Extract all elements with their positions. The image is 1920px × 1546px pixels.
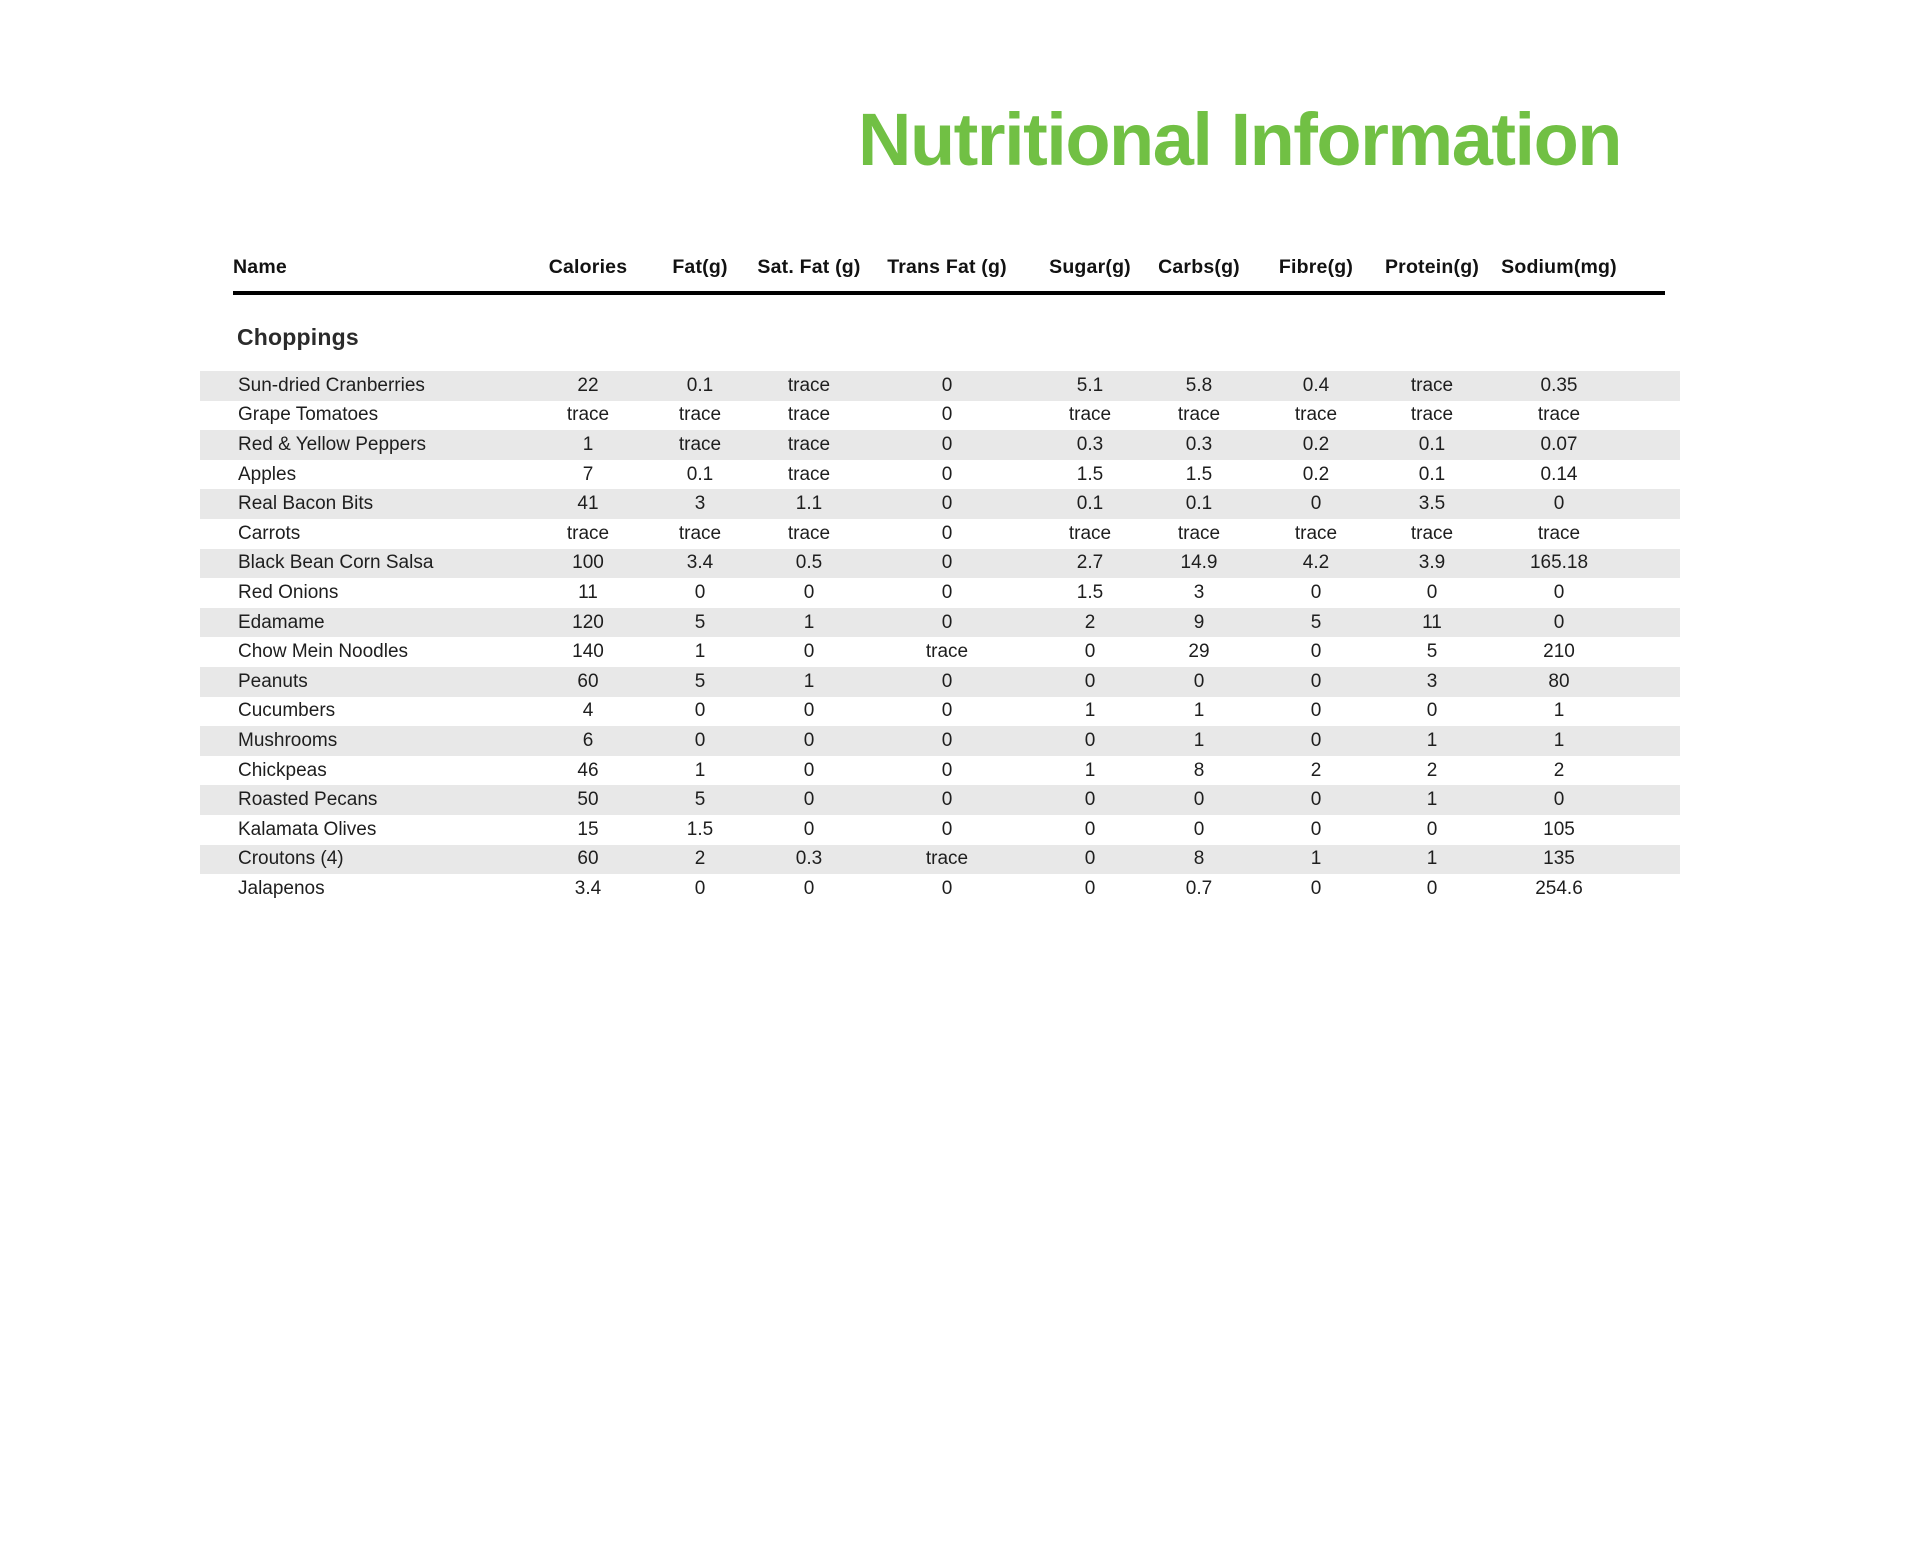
row-value: 1	[1084, 700, 1096, 722]
row-value: 1	[1426, 729, 1438, 751]
table-row	[200, 578, 1680, 608]
row-value: 1	[1310, 848, 1322, 870]
row-value: 0	[1084, 729, 1096, 751]
row-value: 3.5	[1418, 493, 1446, 515]
column-header-sat-fat-g: Sat. Fat (g)	[757, 255, 861, 278]
row-value: 0	[1084, 848, 1096, 870]
row-value: 0	[941, 522, 953, 544]
row-value: 1	[1193, 729, 1205, 751]
row-value: 0	[1426, 818, 1438, 840]
row-value: 1	[1426, 789, 1438, 811]
row-value: 1.1	[795, 493, 823, 515]
column-header-fat-g: Fat(g)	[672, 255, 728, 278]
row-value: 0.1	[1418, 463, 1446, 485]
row-value: 0.1	[1076, 493, 1104, 515]
row-value: 1.5	[1076, 581, 1104, 603]
row-value: trace	[787, 522, 831, 544]
row-value: 0	[1310, 700, 1322, 722]
row-value: 0	[803, 789, 815, 811]
column-header-carbs-g: Carbs(g)	[1158, 255, 1240, 278]
row-value: 0	[941, 818, 953, 840]
row-name: Croutons (4)	[238, 848, 344, 870]
row-value: 0.1	[686, 374, 714, 396]
row-value: 5	[694, 611, 706, 633]
column-header-name: Name	[233, 255, 287, 278]
column-header-calories: Calories	[548, 255, 628, 278]
row-value: 120	[572, 611, 604, 633]
row-value: 0	[694, 877, 706, 899]
row-value: 1	[694, 641, 706, 663]
row-value: 5.8	[1185, 374, 1213, 396]
row-value: 5.1	[1076, 374, 1104, 396]
row-value: 254.6	[1535, 877, 1583, 899]
row-value: trace	[1068, 404, 1112, 426]
row-value: 41	[577, 493, 599, 515]
row-value: 3	[1193, 581, 1205, 603]
row-value: 0.14	[1540, 463, 1578, 485]
row-value: 5	[1426, 641, 1438, 663]
row-value: 0.4	[1302, 374, 1330, 396]
row-value: 2	[1426, 759, 1438, 781]
row-value: 5	[694, 670, 706, 692]
row-value: 3.4	[574, 877, 602, 899]
row-value: 0	[941, 374, 953, 396]
row-value: 0	[1310, 877, 1322, 899]
row-value: 0.7	[1185, 877, 1213, 899]
row-value: 0	[1553, 581, 1565, 603]
row-value: 3.9	[1418, 552, 1446, 574]
row-name: Real Bacon Bits	[238, 493, 374, 515]
row-value: 1	[1193, 700, 1205, 722]
row-value: 0	[1310, 581, 1322, 603]
table-row	[200, 874, 1680, 904]
row-value: 1.5	[1076, 463, 1104, 485]
column-header-sodium-mg: Sodium(mg)	[1501, 255, 1617, 278]
row-value: 6	[582, 729, 594, 751]
table-row	[200, 371, 1680, 401]
row-value: 5	[694, 789, 706, 811]
row-value: 0	[1310, 641, 1322, 663]
row-value: 29	[1188, 641, 1210, 663]
row-value: 1	[803, 670, 815, 692]
row-value: 135	[1543, 848, 1575, 870]
row-value: 0	[1084, 789, 1096, 811]
row-value: 0	[803, 700, 815, 722]
row-value: 4.2	[1302, 552, 1330, 574]
row-value: 0	[803, 877, 815, 899]
table-row	[200, 460, 1680, 490]
row-value: 0	[1193, 818, 1205, 840]
row-value: trace	[566, 404, 610, 426]
row-value: 0	[1553, 789, 1565, 811]
row-name: Red Onions	[238, 581, 339, 603]
table-row	[200, 430, 1680, 460]
row-value: 0	[1310, 493, 1322, 515]
row-value: 0	[1426, 877, 1438, 899]
row-value: 0	[941, 581, 953, 603]
row-value: 0	[941, 789, 953, 811]
header-divider-rule	[233, 291, 1665, 295]
row-value: 0	[1426, 581, 1438, 603]
row-value: trace	[1537, 522, 1581, 544]
table-row	[200, 608, 1680, 638]
row-value: trace	[925, 641, 969, 663]
row-value: 0	[941, 611, 953, 633]
row-value: 2	[1553, 759, 1565, 781]
row-name: Mushrooms	[238, 729, 338, 751]
row-name: Jalapenos	[238, 877, 325, 899]
row-value: 0.3	[1076, 433, 1104, 455]
row-value: 0	[1193, 670, 1205, 692]
row-value: trace	[566, 522, 610, 544]
row-value: 0.2	[1302, 433, 1330, 455]
row-value: trace	[678, 404, 722, 426]
row-name: Sun-dried Cranberries	[238, 374, 425, 396]
row-value: 0.1	[686, 463, 714, 485]
row-value: 1	[1426, 848, 1438, 870]
table-row	[200, 815, 1680, 845]
nutrition-table	[200, 250, 1680, 904]
row-value: 0	[1084, 818, 1096, 840]
table-row	[200, 549, 1680, 579]
row-name: Roasted Pecans	[238, 789, 378, 811]
row-value: 15	[577, 818, 599, 840]
row-name: Carrots	[238, 522, 301, 544]
row-value: 50	[577, 789, 599, 811]
table-row	[200, 489, 1680, 519]
row-value: 3	[1426, 670, 1438, 692]
row-value: 2.7	[1076, 552, 1104, 574]
row-value: 0	[1084, 641, 1096, 663]
table-row	[200, 519, 1680, 549]
row-value: 0	[1310, 729, 1322, 751]
row-value: trace	[787, 374, 831, 396]
row-value: 4	[582, 700, 594, 722]
row-value: 0	[941, 433, 953, 455]
row-value: 14.9	[1180, 552, 1218, 574]
row-value: 0	[803, 759, 815, 781]
section-heading-choppings: Choppings	[237, 323, 359, 350]
row-name: Grape Tomatoes	[238, 404, 379, 426]
row-value: trace	[1537, 404, 1581, 426]
table-row	[200, 401, 1680, 431]
row-value: trace	[787, 433, 831, 455]
row-value: 0	[1310, 789, 1322, 811]
row-value: 140	[572, 641, 604, 663]
row-value: 0	[941, 552, 953, 574]
row-name: Chow Mein Noodles	[238, 641, 409, 663]
row-name: Peanuts	[238, 670, 308, 692]
row-value: 0	[1310, 818, 1322, 840]
table-row	[200, 697, 1680, 727]
row-value: trace	[1177, 404, 1221, 426]
row-value: 100	[572, 552, 604, 574]
row-value: 80	[1548, 670, 1570, 692]
row-value: 0	[941, 877, 953, 899]
row-value: 5	[1310, 611, 1322, 633]
row-value: 46	[577, 759, 599, 781]
row-value: 0	[941, 463, 953, 485]
row-value: 0	[1084, 670, 1096, 692]
row-value: 11	[1422, 611, 1442, 633]
row-value: trace	[1177, 522, 1221, 544]
row-value: 0	[1084, 877, 1096, 899]
row-value: 0	[941, 404, 953, 426]
row-value: 0	[1426, 700, 1438, 722]
row-value: 1	[582, 433, 594, 455]
row-value: trace	[1410, 374, 1454, 396]
row-value: 60	[577, 848, 599, 870]
row-value: trace	[1410, 522, 1454, 544]
row-value: 1	[803, 611, 815, 633]
table-rows	[200, 371, 1680, 904]
row-value: 0.1	[1185, 493, 1213, 515]
row-value: 2	[694, 848, 706, 870]
row-value: trace	[787, 404, 831, 426]
row-value: 0	[803, 729, 815, 751]
column-header-protein-g: Protein(g)	[1384, 255, 1480, 278]
row-value: 1	[694, 759, 706, 781]
row-value: 8	[1193, 759, 1205, 781]
row-value: trace	[1294, 404, 1338, 426]
row-value: 0	[803, 818, 815, 840]
row-value: 105	[1543, 818, 1575, 840]
row-value: trace	[678, 522, 722, 544]
row-value: 0	[694, 729, 706, 751]
row-value: trace	[1068, 522, 1112, 544]
row-name: Edamame	[238, 611, 325, 633]
row-value: 0	[941, 670, 953, 692]
table-row	[200, 845, 1680, 875]
row-value: 60	[577, 670, 599, 692]
row-value: 0.5	[795, 552, 823, 574]
row-value: 0	[941, 700, 953, 722]
row-value: trace	[678, 433, 722, 455]
row-value: 3.4	[686, 552, 714, 574]
column-header-fibre-g: Fibre(g)	[1278, 255, 1354, 278]
row-value: 0.2	[1302, 463, 1330, 485]
row-name: Apples	[238, 463, 297, 485]
row-value: 7	[582, 463, 594, 485]
column-header-trans-fat-g: Trans Fat (g)	[887, 255, 1007, 278]
row-value: 1	[1553, 729, 1565, 751]
row-name: Chickpeas	[238, 759, 327, 781]
row-value: 0	[803, 581, 815, 603]
row-value: 0	[694, 581, 706, 603]
row-value: trace	[787, 463, 831, 485]
row-value: 0	[941, 729, 953, 751]
row-value: 0.3	[795, 848, 823, 870]
column-header-sugar-g: Sugar(g)	[1049, 255, 1131, 278]
table-row	[200, 785, 1680, 815]
row-value: 1.5	[1185, 463, 1213, 485]
row-value: trace	[925, 848, 969, 870]
row-value: 0	[694, 700, 706, 722]
row-value: 1	[1553, 700, 1565, 722]
row-name: Cucumbers	[238, 700, 336, 722]
row-value: 22	[577, 374, 599, 396]
row-value: 0	[941, 759, 953, 781]
row-value: 9	[1193, 611, 1205, 633]
row-value: 1.5	[686, 818, 714, 840]
row-value: 0	[1553, 493, 1565, 515]
row-value: 210	[1543, 641, 1575, 663]
row-value: 3	[694, 493, 706, 515]
row-value: 1	[1084, 759, 1096, 781]
row-value: 0	[803, 641, 815, 663]
row-value: 0	[1310, 670, 1322, 692]
row-value: 165.18	[1529, 552, 1589, 574]
table-header-row	[200, 250, 1680, 284]
row-value: 0	[941, 493, 953, 515]
page-title: Nutritional Information	[858, 98, 1621, 181]
row-value: 0	[1193, 789, 1205, 811]
row-value: 0.3	[1185, 433, 1213, 455]
row-name: Red & Yellow Peppers	[238, 433, 427, 455]
row-value: 0.07	[1540, 433, 1578, 455]
table-row	[200, 667, 1680, 697]
row-value: 0	[1553, 611, 1565, 633]
row-value: 0.35	[1540, 374, 1578, 396]
row-value: 2	[1084, 611, 1096, 633]
table-row	[200, 756, 1680, 786]
row-value: 11	[578, 581, 598, 603]
row-name: Black Bean Corn Salsa	[238, 552, 434, 574]
row-value: 8	[1193, 848, 1205, 870]
row-value: 2	[1310, 759, 1322, 781]
row-value: trace	[1294, 522, 1338, 544]
table-row	[200, 726, 1680, 756]
row-name: Kalamata Olives	[238, 818, 377, 840]
row-value: trace	[1410, 404, 1454, 426]
row-value: 0.1	[1418, 433, 1446, 455]
table-row	[200, 637, 1680, 667]
